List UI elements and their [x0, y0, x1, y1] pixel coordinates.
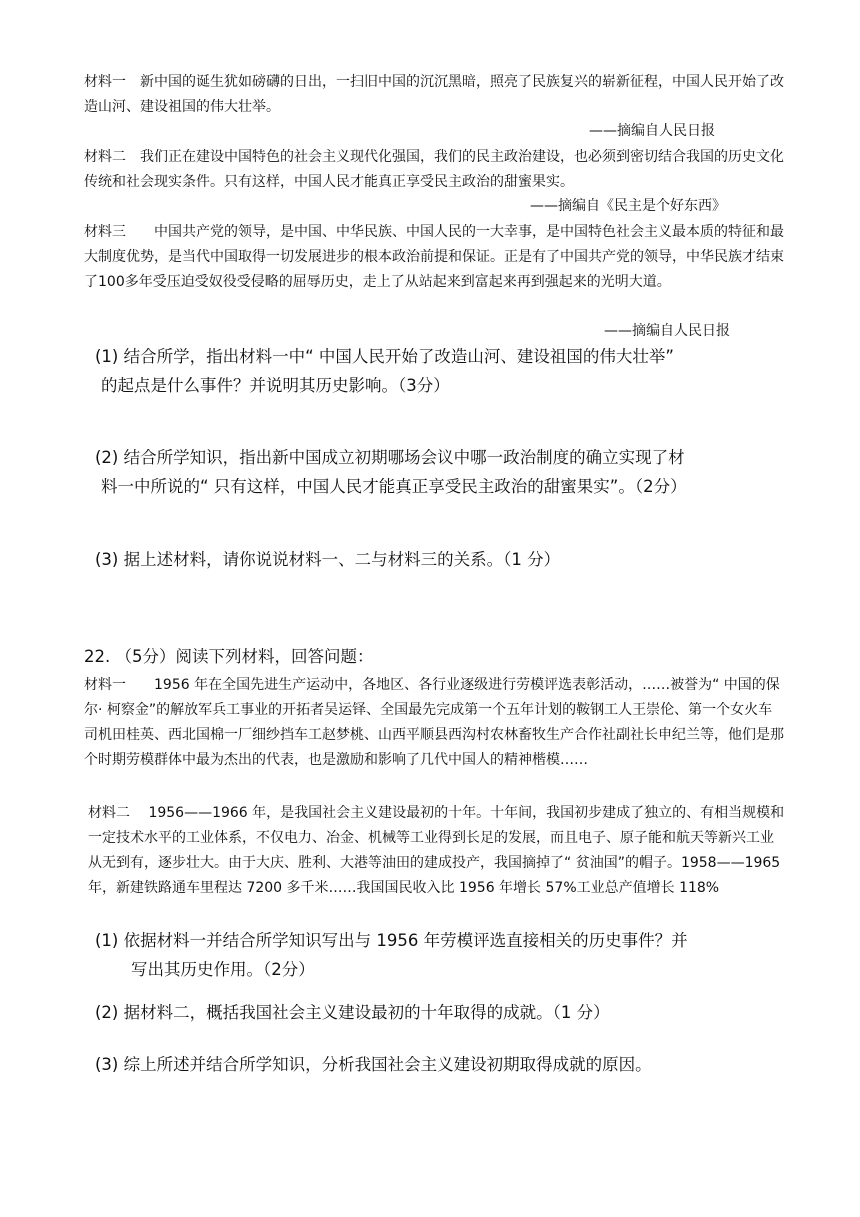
q22-material-two-text: 材料二 1956——1966 年，是我国社会主义建设最初的十年。十年间，我国初步建成了独立的、有相当规模和一定技术水平的工业体系，不仅电力、冶金、机械等工业得到长足的发展，而且电子、原子能和航天等新兴工业 从无到有，逐步壮大。由于大庆、胜利、大港等油田的建成投产，我国摘掉了“ 贫油国”的帽子。1958——1965 年，新建铁路通车里程达 7200 多千米……我国国民收入比 1956 年增长 57%工业总产值增长 118%: [88, 805, 788, 896]
question-1-1: [95, 342, 795, 400]
question-1-3: [95, 545, 795, 574]
question-1-2-line-2: 料一中所说的“ 只有这样，中国人民才能真正享受民主政治的甜蜜果实”。（2分）: [101, 477, 687, 496]
question-2-1-line-1: (1) 依据材料一并结合所学知识写出与 1956 年劳模评选直接相关的历史事件？并: [95, 931, 688, 950]
question-1-2-line-1: (2) 结合所学知识，指出新中国成立初期哪场会议中哪一政治制度的确立实现了材: [95, 448, 685, 467]
question-2-1: [95, 926, 795, 984]
question-1-3-line-1: (3) 据上述材料，请你说说材料一、二与材料三的关系。（1 分）: [95, 550, 561, 569]
material-one-source: ——摘编自人民日报: [589, 123, 715, 139]
question-2-3: [95, 1050, 795, 1079]
material-three-source: ——摘编自人民日报: [604, 323, 730, 339]
question-22-heading: 22. （5分）阅读下列材料，回答问题：: [84, 647, 374, 666]
material-one-text: 材料一 新中国的诞生犹如磅礴的日出，一扫旧中国的沉沉黑暗，照亮了民族复兴的崭新征程，中国人民开始了改造山河、建设祖国的伟大壮举。: [84, 74, 784, 115]
question-2-3-line-1: (3) 综上所述并结合所学知识，分析我国社会主义建设初期取得成就的原因。: [95, 1055, 652, 1074]
question-2-1-line-2: 写出其历史作用。（2分）: [131, 960, 315, 979]
q22-material-one-text: 材料一 1956 年在全国先进生产运动中，各地区、各行业逐级进行劳模评选表彰活动，……被誉为“ 中国的保尔· 柯察金”的解放军兵工事业的开拓者吴运铎、全国最先完成第一个五年计划的鞍钢工人王崇伦、第一个女火车司机田桂英、西北国棉一厂细纱挡车工赵梦桃、山西平顺县西沟村农林畜牧生产合作社副社长申纪兰等，他们是那个时期劳模群体中最为杰出的代表，也是激励和影响了几代中国人的精神楷模……: [84, 677, 784, 768]
question-1-2: [95, 443, 795, 501]
material-two-text: 材料二 我们正在建设中国特色的社会主义现代化强国，我们的民主政治建设，也必须到密切结合我国的历史文化传统和社会现实条件。只有这样，中国人民才能真正享受民主政治的甜蜜果实。: [84, 149, 784, 190]
question-2-2: [95, 998, 795, 1027]
material-two-source: ——摘编自《民主是个好东西》: [530, 198, 726, 214]
material-three-text: 材料三 中国共产党的领导，是中国、中华民族、中国人民的一大幸事，是中国特色社会主义最本质的特征和最大制度优势，是当代中国取得一切发展进步的根本政治前提和保证。正是有了中国共产党的领导，中华民族才结束了100多年受压迫受奴役受侵略的屈辱历史，走上了从站起来到富起来再到强起来的光明大道。: [84, 224, 784, 290]
question-1-1-line-2: 的起点是什么事件？并说明其历史影响。（3分）: [101, 376, 450, 395]
question-2-2-line-1: (2) 据材料二，概括我国社会主义建设最初的十年取得的成就。（1 分）: [95, 1003, 610, 1022]
question-1-1-line-1: (1) 结合所学，指出材料一中“ 中国人民开始了改造山河、建设祖国的伟大壮举”: [95, 347, 674, 366]
